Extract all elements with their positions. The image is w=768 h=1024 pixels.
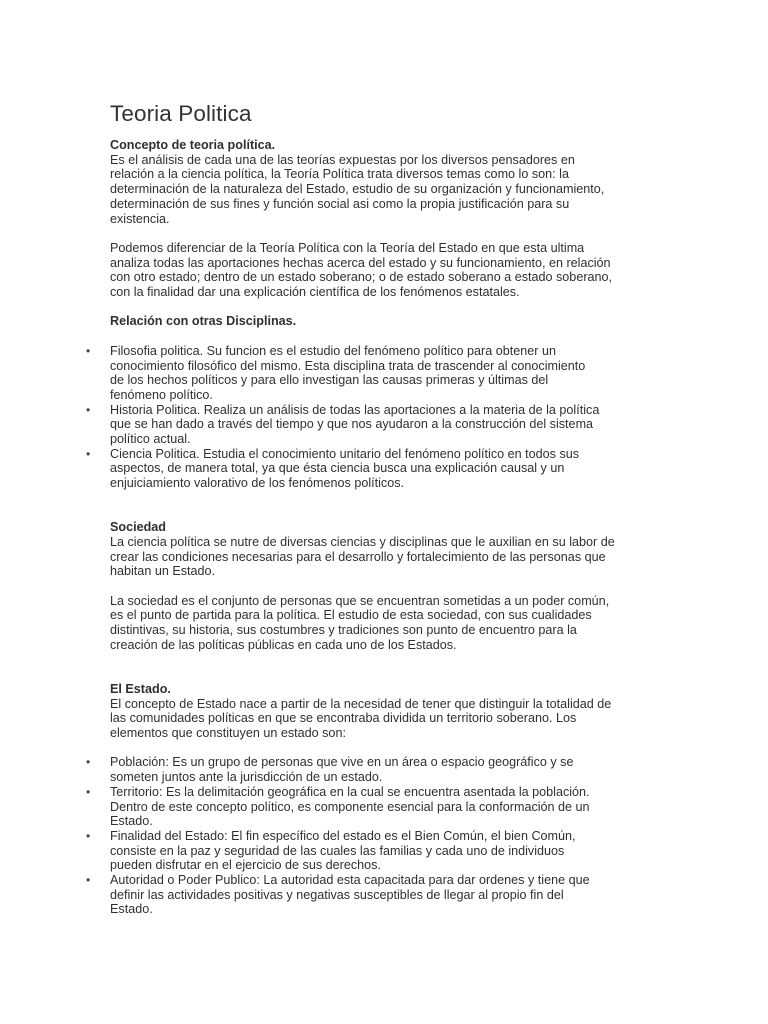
list-item: • Población: Es un grupo de personas que vive en un área o espacio geográfico y se someten juntos ante la jurisdicción de un estado. xyxy=(110,755,670,784)
list-item: • Territorio: Es la delimitación geográfica en la cual se encuentra asentada la población. Dentro de este concepto político, es componente esencial para la conformación de un Estado. xyxy=(110,785,670,829)
list-item: • Ciencia Politica. Estudia el conocimiento unitario del fenómeno político en todos sus aspectos, de manera total, ya que ésta ciencia busca una explicación causal y un enjuiciamiento valorativo de los fenómenos políticos. xyxy=(110,447,670,491)
section-heading-relacion: Relación con otras Disciplinas. xyxy=(110,314,297,329)
list-item: • Historia Politica. Realiza un análisis de todas las aportaciones a la materia de la política que se han dado a través del tiempo y que nos ayudaron a la construcción del sistema político actual. xyxy=(110,403,670,447)
paragraph-sociedad-2: La sociedad es el conjunto de personas que se encuentran sometidas a un poder común, es el punto de partida para la política. El estudio de esta sociedad, con sus cualidades distintivas, su historia, sus costumbres y tradiciones son punto de encuentro para la creación de las políticas públicas en cada uno de los Estados. xyxy=(110,593,610,652)
document-content xyxy=(110,100,670,917)
disciplines-list xyxy=(110,344,670,491)
list-item: • Filosofia politica. Su funcion es el estudio del fenómeno político para obtener un conocimiento filosófico del mismo. Esta disciplina trata de trascender al conocimiento de los hechos políticos y para ello investigan las causas primeras y últimas del fenómeno político. xyxy=(110,344,670,403)
paragraph-sociedad-1: La ciencia política se nutre de diversas ciencias y disciplinas que le auxilian en su labor de crear las condiciones necesarias para el desarrollo y fortalecimiento de las personas que habitan un Estado. xyxy=(110,534,615,579)
state-elements-list xyxy=(110,755,670,917)
list-item: • Finalidad del Estado: El fin específico del estado es el Bien Común, el bien Común, consiste en la paz y seguridad de las cuales las familias y cada uno de individuos pueden disfrutar en el ejercicio de sus derechos. xyxy=(110,829,670,873)
page-title: Teoria Politica xyxy=(110,101,252,126)
section-heading-concepto: Concepto de teoria política. xyxy=(110,138,276,152)
paragraph-concepto-2: Podemos diferenciar de la Teoría Política con la Teoría del Estado en que esta ultima analiza todas las aportaciones hechas acerca del estado y su funcionamiento, en relación con otro estado; dentro de un estado soberano; o de estado soberano a estado soberano, con la finalidad dar una explicación científica de los fenómenos estatales. xyxy=(110,240,613,300)
list-item: • Autoridad o Poder Publico: La autoridad esta capacitada para dar ordenes y tiene que definir las actividades positivas y negativas susceptibles de llegar al propio fin del Estado. xyxy=(110,873,670,917)
section-heading-sociedad: Sociedad xyxy=(110,520,166,535)
paragraph-concepto-1: Es el análisis de cada una de las teorías expuestas por los diversos pensadores en relación a la ciencia política, la Teoría Política trata diversos temas como lo son: la determinación de la naturaleza del Estado, estudio de su organización y funcionamiento, determinación de sus fines y función social asi como la propia justificación para su existencia. xyxy=(110,152,605,226)
section-heading-estado: El Estado. xyxy=(110,681,171,696)
paragraph-estado-1: El concepto de Estado nace a partir de la necesidad de tener que distinguir la totalidad de las comunidades políticas en que se encontraba dividida un territorio soberano. Los elementos que constituyen un estado son: xyxy=(110,696,612,741)
